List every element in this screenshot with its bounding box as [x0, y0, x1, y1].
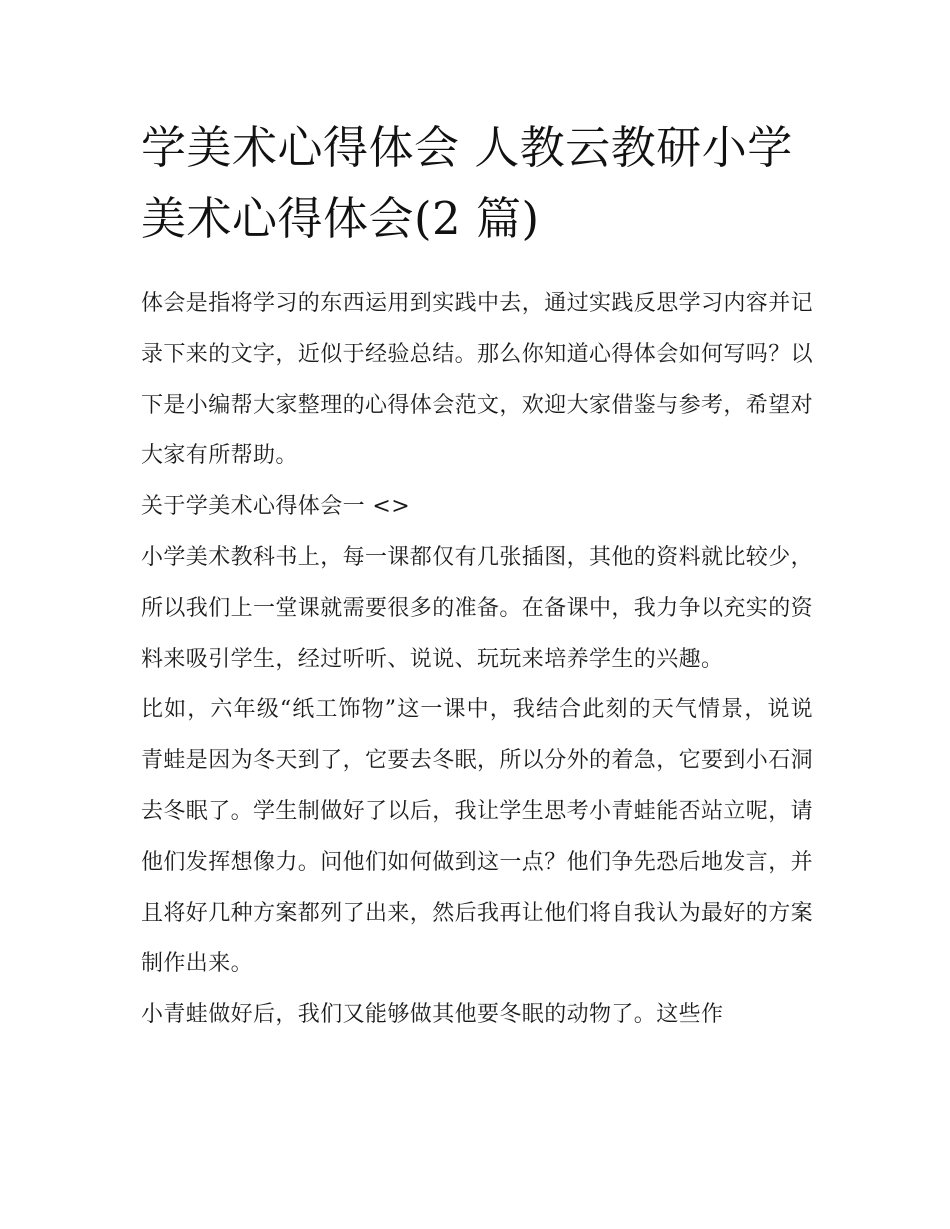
- document-title: 学美术心得体会 人教云教研小学美术心得体会(2 篇): [141, 121, 793, 245]
- document-body: [141, 279, 813, 1041]
- paragraph-example: 比如，六年级“纸工饰物”这一课中，我结合此刻的天气情景，说说青蛙是因为冬天到了，它要去冬眠，所以分外的着急，它要到小石洞去冬眠了。学生制做好了以后，我让学生思考小青蛙能否站立呢，请他们发挥想像力。问他们如何做到这一点？他们争先恐后地发言，并且将好几种方案都列了出来，然后我再让他们将自我认为最好的方案制作出来。: [141, 697, 814, 977]
- paragraph-continuation: 小青蛙做好后，我们又能够做其他要冬眠的动物了。这些作: [141, 1002, 724, 1028]
- paragraph-preparation: 小学美术教科书上，每一课都仅有几张插图，其他的资料就比较少，所以我们上一堂课就需要很多的准备。在备课中，我力争以充实的资料来吸引学生，经过听听、说说、玩玩来培养学生的兴趣。: [141, 544, 814, 672]
- document-page: [141, 112, 813, 1041]
- paragraph-intro: 体会是指将学习的东西运用到实践中去，通过实践反思学习内容并记录下来的文字，近似于经验总结。那么你知道心得体会如何写吗？以下是小编帮大家整理的心得体会范文，欢迎大家借鉴与参考，希望对大家有所帮助。: [141, 291, 814, 469]
- section-heading: 关于学美术心得体会一 <>: [141, 494, 411, 520]
